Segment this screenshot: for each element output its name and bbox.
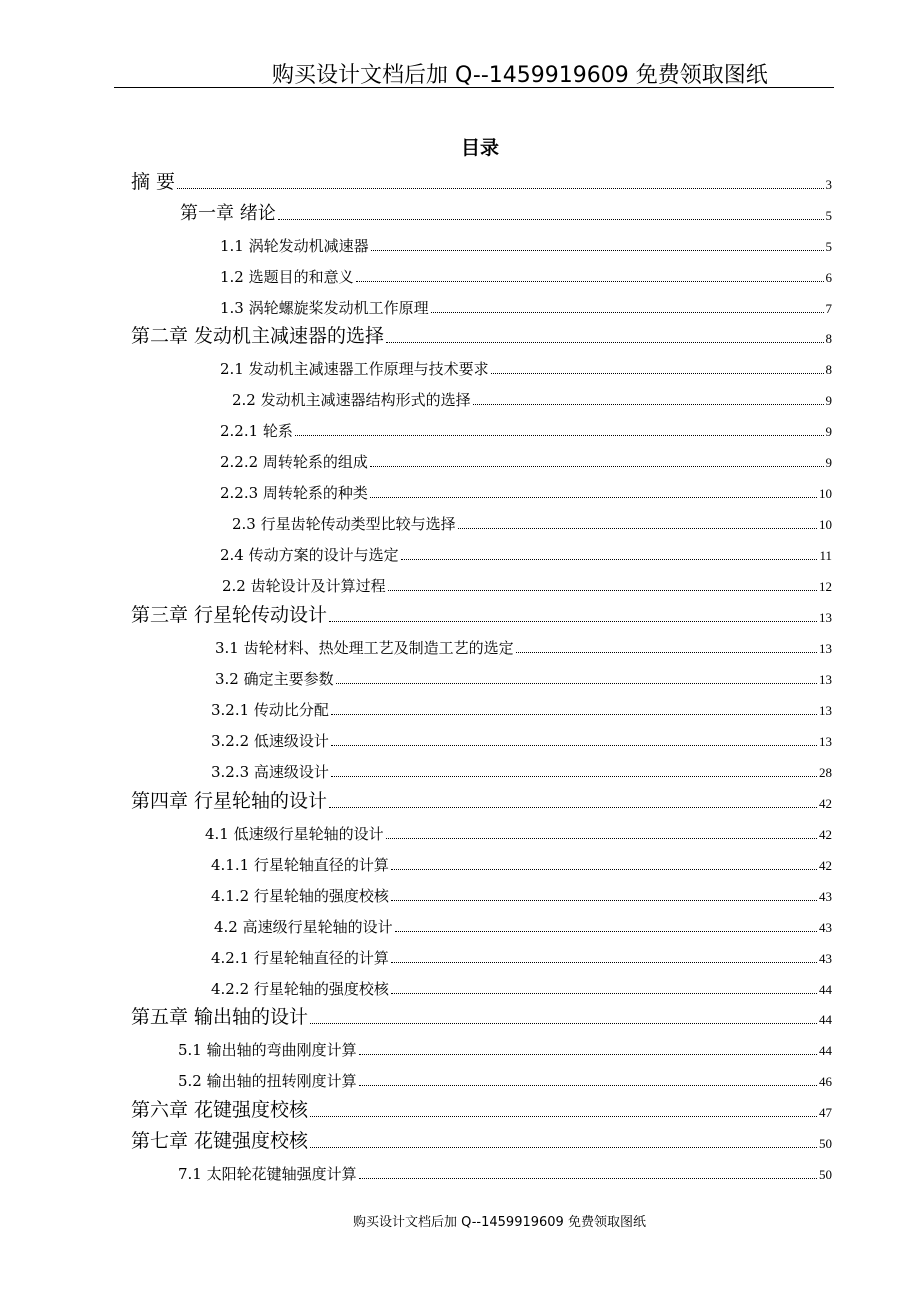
- toc-entry-label: 2.2 齿轮设计及计算过程: [222, 577, 386, 595]
- toc-entry-page: 44: [819, 982, 832, 997]
- toc-entry[interactable]: [131, 168, 832, 194]
- toc-entry[interactable]: [178, 1034, 832, 1060]
- toc-entry-page: 13: [819, 703, 832, 718]
- toc-entry-label: 4.1 低速级行星轮轴的设计: [205, 825, 384, 843]
- toc-leader: [329, 621, 817, 622]
- toc-entry-page: 46: [819, 1074, 832, 1089]
- toc-entry-label: 第六章 花键强度校核: [131, 1099, 309, 1121]
- toc-entry-page: 28: [819, 765, 832, 780]
- toc-leader: [391, 869, 817, 870]
- toc-entry[interactable]: [232, 508, 832, 534]
- toc-entry-page: 10: [819, 486, 832, 501]
- toc-entry-label: 3.2.3 高速级设计: [211, 763, 329, 781]
- header-text: 购买设计文档后加 Q--1459919609 免费领取图纸: [272, 63, 768, 88]
- toc-entry[interactable]: [215, 632, 832, 658]
- toc-title: 目录: [460, 137, 499, 159]
- toc-entry-label: 5.2 输出轴的扭转刚度计算: [178, 1072, 357, 1090]
- toc-leader: [310, 1116, 817, 1117]
- toc-leader: [391, 993, 817, 994]
- toc-leader: [295, 435, 824, 436]
- toc-entry-label: 第四章 行星轮轴的设计: [131, 790, 328, 812]
- toc-entry[interactable]: [220, 230, 832, 256]
- toc-entry[interactable]: [178, 1158, 832, 1184]
- toc-entry-label: 2.3 行星齿轮传动类型比较与选择: [232, 515, 456, 533]
- toc-entry[interactable]: [131, 1127, 832, 1153]
- toc-entry-label: 第五章 输出轴的设计: [131, 1006, 309, 1028]
- toc-leader: [371, 250, 824, 251]
- toc-leader: [356, 281, 824, 282]
- toc-entry[interactable]: [214, 911, 832, 937]
- toc-entry-page: 12: [819, 579, 832, 594]
- toc-entry-label: 2.2.1 轮系: [220, 422, 293, 440]
- toc-leader: [386, 342, 823, 343]
- toc-entry[interactable]: [220, 353, 832, 379]
- toc-entry-label: 7.1 太阳轮花键轴强度计算: [178, 1165, 357, 1183]
- toc-leader: [278, 219, 824, 220]
- toc-entry-label: 1.2 选题目的和意义: [220, 268, 354, 286]
- toc-entry-label: 3.2.1 传动比分配: [211, 701, 329, 719]
- toc-leader: [359, 1178, 817, 1179]
- toc-entry-label: 3.2.2 低速级设计: [211, 732, 329, 750]
- toc-entry[interactable]: [220, 261, 832, 287]
- toc-entry-page: 5: [825, 239, 832, 254]
- toc-entry-label: 第三章 行星轮传动设计: [131, 604, 328, 626]
- toc-leader: [395, 931, 817, 932]
- toc-entry-label: 2.2 发动机主减速器结构形式的选择: [232, 391, 471, 409]
- toc-entry-label: 4.1.2 行星轮轴的强度校核: [211, 887, 389, 905]
- toc-entry-page: 43: [819, 920, 832, 935]
- toc-entry-label: 2.2.3 周转轮系的种类: [220, 484, 368, 502]
- toc-entry-label: 2.1 发动机主减速器工作原理与技术要求: [220, 360, 489, 378]
- toc-entry[interactable]: [131, 787, 832, 813]
- toc-entry-label: 2.2.2 周转轮系的组成: [220, 453, 368, 471]
- toc-entry-page: 44: [819, 1012, 832, 1027]
- toc-entry-page: 8: [825, 362, 832, 377]
- toc-entry-page: 42: [819, 858, 832, 873]
- toc-entry-label: 1.1 涡轮发动机减速器: [220, 237, 369, 255]
- toc-entry-label: 3.2 确定主要参数: [215, 670, 334, 688]
- toc-entry[interactable]: [180, 199, 832, 225]
- toc-leader: [391, 900, 817, 901]
- toc-entry-page: 6: [825, 270, 832, 285]
- toc-entry[interactable]: [220, 446, 832, 472]
- toc-entry[interactable]: [211, 849, 832, 875]
- toc-entry[interactable]: [211, 694, 832, 720]
- toc-entry-page: 3: [825, 177, 832, 192]
- toc-leader: [431, 312, 824, 313]
- toc-entry-page: 9: [825, 424, 832, 439]
- toc-entry-label: 4.2 高速级行星轮轴的设计: [214, 918, 393, 936]
- toc-entry-page: 43: [819, 951, 832, 966]
- toc-leader: [370, 497, 817, 498]
- toc-entry[interactable]: [211, 973, 832, 999]
- toc-entry[interactable]: [220, 292, 832, 318]
- toc-entry[interactable]: [211, 880, 832, 906]
- toc-leader: [331, 776, 817, 777]
- toc-leader: [310, 1147, 817, 1148]
- toc-entry-label: 1.3 涡轮螺旋桨发动机工作原理: [220, 299, 429, 317]
- toc-leader: [336, 683, 817, 684]
- toc-entry-label: 第二章 发动机主减速器的选择: [131, 325, 385, 347]
- toc-leader: [331, 745, 817, 746]
- toc-entry-page: 42: [819, 827, 832, 842]
- toc-leader: [458, 528, 817, 529]
- toc-entry[interactable]: [215, 663, 832, 689]
- toc-entry-page: 11: [819, 548, 832, 563]
- toc-entry-page: 13: [819, 672, 832, 687]
- toc-leader: [310, 1023, 817, 1024]
- toc-leader: [386, 838, 817, 839]
- toc-leader: [516, 652, 817, 653]
- toc-entry-label: 4.1.1 行星轮轴直径的计算: [211, 856, 389, 874]
- toc-entry-page: 13: [819, 610, 832, 625]
- toc-entry-label: 4.2.1 行星轮轴直径的计算: [211, 949, 389, 967]
- toc-entry-page: 10: [819, 517, 832, 532]
- toc-entry-page: 8: [825, 331, 832, 346]
- toc-entry-page: 43: [819, 889, 832, 904]
- toc-entry[interactable]: [220, 415, 832, 441]
- toc-entry-page: 47: [819, 1105, 832, 1120]
- toc-entry[interactable]: [205, 818, 832, 844]
- toc-leader: [370, 466, 824, 467]
- toc-leader: [491, 373, 824, 374]
- toc-entry[interactable]: [222, 570, 832, 596]
- toc-entry-page: 13: [819, 734, 832, 749]
- toc-leader: [329, 807, 817, 808]
- toc-leader: [401, 559, 818, 560]
- toc-entry-page: 50: [819, 1136, 832, 1151]
- toc-leader: [177, 188, 823, 189]
- toc-entry-page: 42: [819, 796, 832, 811]
- toc-entry-page: 44: [819, 1043, 832, 1058]
- toc-entry[interactable]: [232, 384, 832, 410]
- toc-entry-label: 5.1 输出轴的弯曲刚度计算: [178, 1041, 357, 1059]
- toc-entry-label: 4.2.2 行星轮轴的强度校核: [211, 980, 389, 998]
- toc-entry-page: 7: [825, 301, 832, 316]
- toc-entry-page: 13: [819, 641, 832, 656]
- toc-entry-label: 第七章 花键强度校核: [131, 1130, 309, 1152]
- toc-entry-label: 2.4 传动方案的设计与选定: [220, 546, 399, 564]
- toc-entry[interactable]: [211, 756, 832, 782]
- toc-leader: [473, 404, 824, 405]
- toc-entry[interactable]: [131, 601, 832, 627]
- toc-entry-label: 第一章 绪论: [180, 203, 276, 224]
- toc-leader: [359, 1085, 817, 1086]
- toc-entry-page: 9: [825, 393, 832, 408]
- toc-entry-label: 3.1 齿轮材料、热处理工艺及制造工艺的选定: [215, 639, 514, 657]
- toc-entry[interactable]: [131, 1096, 832, 1122]
- toc-entry[interactable]: [131, 322, 832, 348]
- toc-entry-page: 9: [825, 455, 832, 470]
- toc-entry-page: 5: [825, 208, 832, 223]
- toc-entry-label: 摘 要: [131, 171, 176, 193]
- toc-entry[interactable]: [220, 477, 832, 503]
- toc-leader: [391, 962, 817, 963]
- toc-entry[interactable]: [220, 539, 832, 565]
- footer-text: 购买设计文档后加 Q--1459919609 免费领取图纸: [353, 1215, 646, 1230]
- toc-entry[interactable]: [131, 1003, 832, 1029]
- toc-leader: [359, 1054, 817, 1055]
- toc-entry-page: 50: [819, 1167, 832, 1182]
- toc-entry[interactable]: [211, 725, 832, 751]
- toc-leader: [388, 590, 817, 591]
- toc-entry[interactable]: [211, 942, 832, 968]
- toc-entry[interactable]: [178, 1065, 832, 1091]
- toc-leader: [331, 714, 817, 715]
